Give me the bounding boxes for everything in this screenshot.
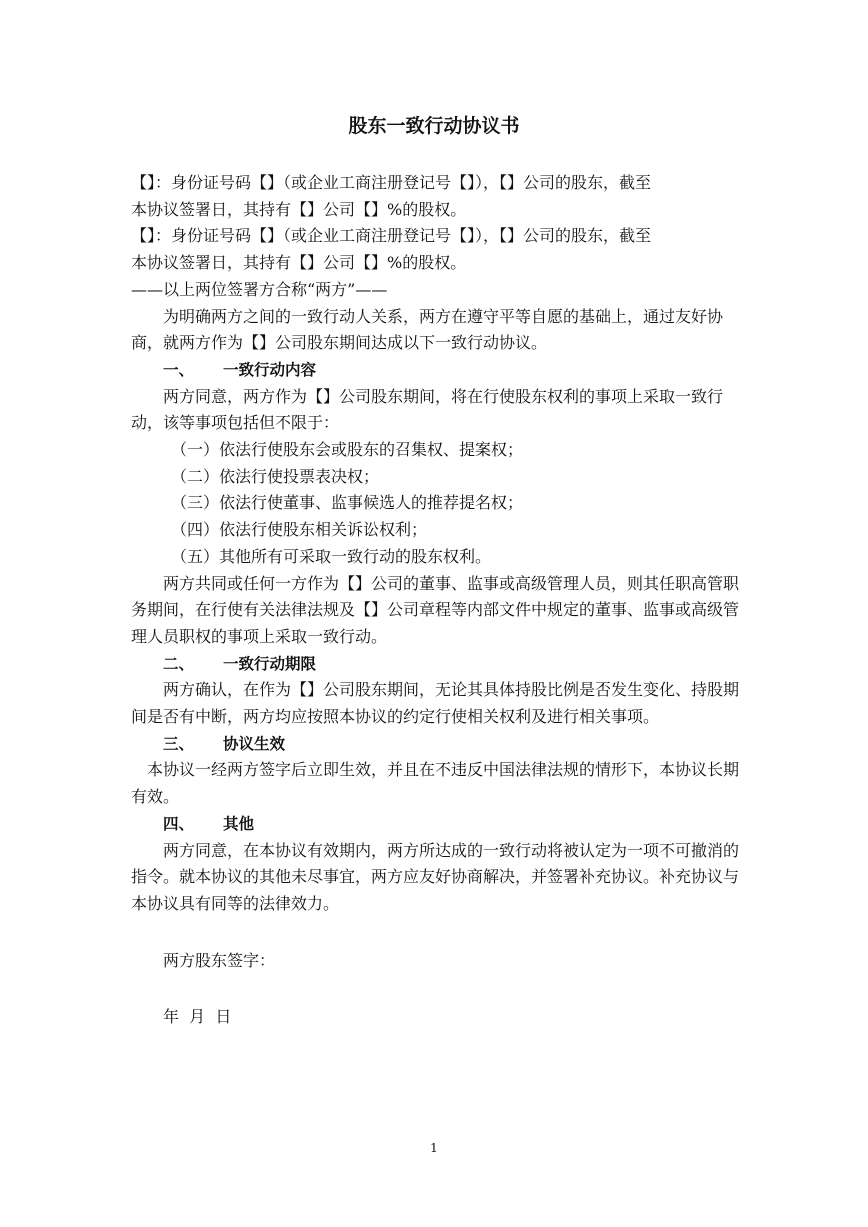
section-number: 二、 <box>163 654 195 673</box>
list-item: （四）依法行使股东相关诉讼权利； <box>171 520 428 540</box>
section-number: 一、 <box>163 360 195 379</box>
party1-line2: 本协议签署日，其持有【】公司【】%的股权。 <box>131 199 467 219</box>
section-heading <box>131 731 739 758</box>
list-item: （一）依法行使股东会或股东的召集权、提案权； <box>171 440 524 460</box>
section-title: 协议生效 <box>223 734 286 753</box>
section-paragraph: 两方确认，在作为【】公司股东期间，无论其具体持股比例是否发生变化、持股期间是否有中断，两方均应按照本协议的约定行使相关权利及进行相关事项。 <box>131 680 740 727</box>
party1-line1: 【】：身份证号码【】（或企业工商注册登记号【】），【】公司的股东，截至 <box>131 173 652 192</box>
list-item: （二）依法行使投票表决权； <box>171 466 380 486</box>
list-item: （五）其他所有可采取一致行动的股东权利。 <box>171 546 492 566</box>
section-heading <box>131 357 739 384</box>
section-number: 四、 <box>163 814 195 833</box>
spacer <box>131 918 739 948</box>
page-number: 1 <box>430 1141 438 1155</box>
signature-line: 两方股东签字： <box>163 950 276 970</box>
spacer <box>131 974 739 1004</box>
section-paragraph: 两方共同或任何一方作为【】公司的董事、监事或高级管理人员，则其任职高管职务期间，在行使有关法律法规及【】公司章程等内部文件中规定的董事、监事或高级管理人员职权的事项上采取一致行动。 <box>131 573 740 646</box>
section-title: 一致行动期限 <box>223 654 317 673</box>
section-title: 一致行动内容 <box>223 360 317 379</box>
party2-line1: 【】：身份证号码【】（或企业工商注册登记号【】），【】公司的股东，截至 <box>131 226 652 246</box>
intro-paragraph: 为明确两方之间的一致行动人关系，两方在遵守平等自愿的基础上，通过友好协商，就两方作为【】公司股东期间达成以下一致行动协议。 <box>131 306 724 353</box>
section-paragraph: 两方同意，在本协议有效期内，两方所达成的一致行动将被认定为一项不可撤消的指令。就本协议的其他未尽事宜，两方应友好协商解决，并签署补充协议。补充协议与本协议具有同等的法律效力。 <box>131 840 740 913</box>
section-paragraph: 本协议一经两方签字后立即生效，并且在不违反中国法律法规的情形下，本协议长期有效。 <box>131 760 740 807</box>
document-body <box>131 170 739 1031</box>
date-line: 年 月 日 <box>163 1007 232 1027</box>
section-heading <box>131 811 739 838</box>
section-heading <box>131 651 739 678</box>
collective-name: ——以上两位签署方合称“两方”—— <box>131 279 388 299</box>
section-paragraph: 两方同意，两方作为【】公司股东期间，将在行使股东权利的事项上采取一致行动，该等事项包括但不限于： <box>131 386 724 433</box>
list-item: （三）依法行使董事、监事候选人的推荐提名权； <box>171 493 524 513</box>
party2-line2: 本协议签署日，其持有【】公司【】%的股权。 <box>131 253 467 273</box>
section-title: 其他 <box>223 814 255 833</box>
document-title: 股东一致行动协议书 <box>348 115 520 137</box>
section-number: 三、 <box>163 734 195 753</box>
